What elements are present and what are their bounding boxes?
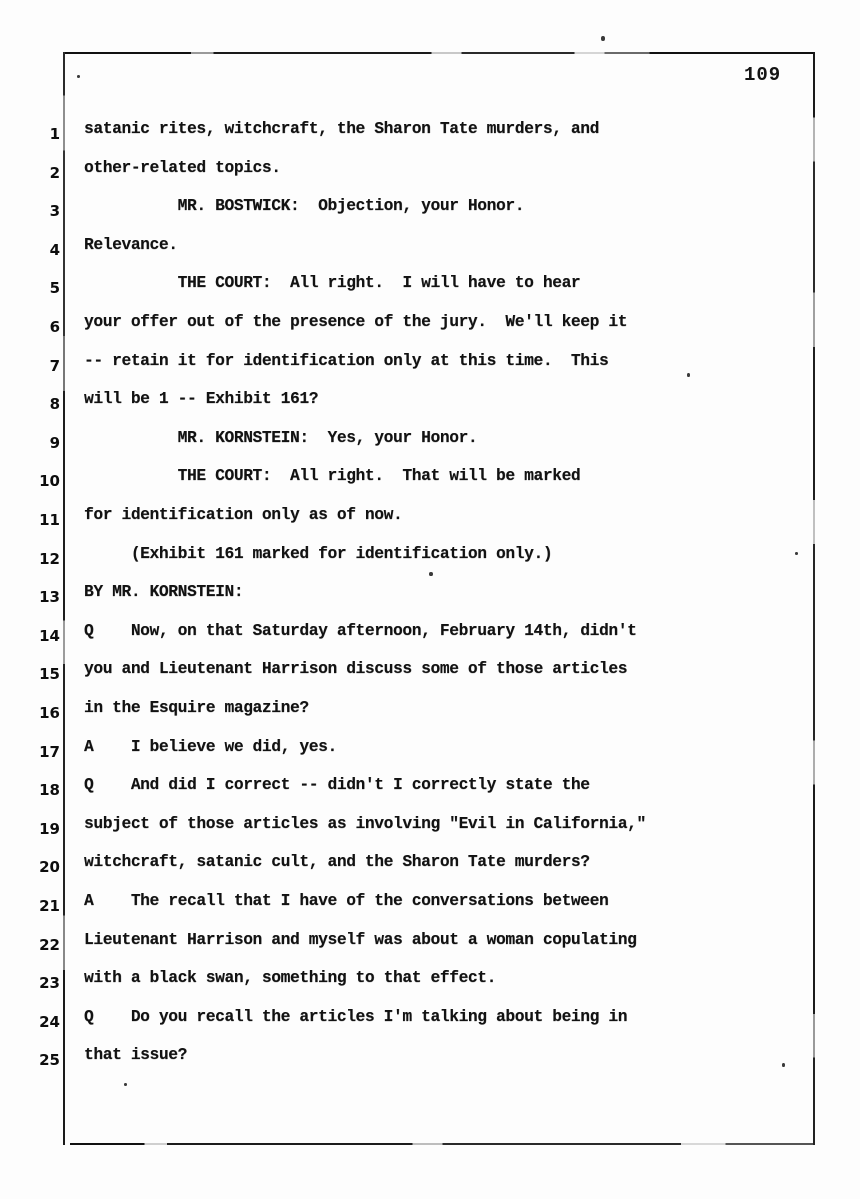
transcript-line-24: Q Do you recall the articles I'm talking about being in [84, 1007, 628, 1026]
line-number-3: 3 [49, 202, 60, 221]
transcript-line-1: satanic rites, witchcraft, the Sharon Tate murders, and [84, 120, 600, 138]
transcript-line-9: MR. KORNSTEIN: Yes, your Honor. [84, 428, 478, 447]
line-number-21: 21 [39, 897, 60, 915]
line-number-10: 10 [39, 472, 60, 491]
transcript-line-14: Q Now, on that Saturday afternoon, February 14th, didn't [84, 621, 637, 640]
transcript-line-2: other-related topics. [84, 158, 281, 177]
line-number-2: 2 [49, 163, 60, 182]
line-number-20: 20 [39, 858, 60, 877]
transcript-line-11: for identification only as of now. [84, 506, 403, 524]
stray-ink-mark [687, 373, 690, 377]
transcript-line-7: -- retain it for identification only at this time. This [84, 351, 609, 370]
frame-top-rule [63, 52, 815, 54]
line-number-4: 4 [49, 240, 60, 259]
stray-ink-mark [795, 552, 798, 555]
transcript-line-22: Lieutenant Harrison and myself was about a woman copulating [84, 930, 637, 949]
line-number-22: 22 [39, 935, 60, 954]
stray-ink-mark [124, 1083, 127, 1086]
transcript-line-4: Relevance. [84, 235, 178, 254]
transcript-line-17: A I believe we did, yes. [84, 737, 337, 756]
transcript-line-25: that issue? [84, 1046, 188, 1065]
transcript-line-19: subject of those articles as involving "Evil in California," [84, 814, 646, 833]
frame-bottom-rule [70, 1143, 815, 1145]
transcript-line-18: Q And did I correct -- didn't I correctly state the [84, 776, 590, 795]
line-number-16: 16 [39, 704, 60, 722]
line-number-13: 13 [39, 588, 60, 607]
page-number: 109 [744, 64, 782, 86]
line-number-25: 25 [39, 1051, 60, 1070]
line-number-1: 1 [49, 125, 60, 143]
line-number-24: 24 [39, 1012, 60, 1031]
transcript-line-6: your offer out of the presence of the jury. We'll keep it [84, 313, 628, 331]
line-number-23: 23 [39, 974, 60, 993]
frame-left-rule [63, 52, 65, 1145]
stray-ink-mark [601, 36, 605, 41]
stray-ink-mark [429, 572, 433, 576]
transcript-line-23: with a black swan, something to that effect. [84, 969, 497, 988]
line-number-17: 17 [39, 742, 60, 761]
line-number-11: 11 [39, 511, 60, 529]
transcript-line-5: THE COURT: All right. I will have to hear [84, 274, 581, 293]
transcript-line-13: BY MR. KORNSTEIN: [84, 583, 244, 602]
line-number-9: 9 [49, 433, 60, 452]
line-number-8: 8 [49, 395, 60, 414]
line-number-18: 18 [39, 781, 60, 800]
line-number-14: 14 [39, 626, 60, 645]
stray-ink-mark [782, 1063, 785, 1067]
line-number-15: 15 [39, 665, 60, 684]
transcript-line-10: THE COURT: All right. That will be marked [84, 467, 581, 486]
line-number-6: 6 [49, 318, 60, 336]
line-number-5: 5 [49, 279, 60, 298]
stray-ink-mark [77, 75, 80, 78]
line-number-7: 7 [49, 356, 60, 375]
line-number-12: 12 [39, 549, 60, 568]
transcript-line-15: you and Lieutenant Harrison discuss some of those articles [84, 660, 628, 679]
transcript-line-3: MR. BOSTWICK: Objection, your Honor. [84, 197, 525, 216]
transcript-line-21: A The recall that I have of the conversations between [84, 892, 609, 910]
frame-right-rule [813, 52, 815, 1145]
line-number-19: 19 [39, 819, 60, 838]
transcript-line-20: witchcraft, satanic cult, and the Sharon Tate murders? [84, 853, 590, 872]
transcript-line-12: (Exhibit 161 marked for identification only.) [84, 544, 553, 563]
transcript-line-8: will be 1 -- Exhibit 161? [84, 390, 319, 409]
transcript-line-16: in the Esquire magazine? [84, 699, 309, 717]
